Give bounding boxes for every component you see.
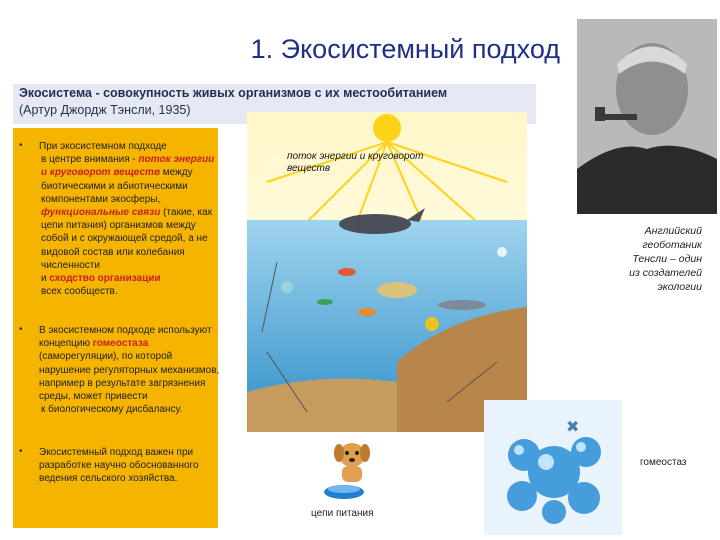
bullet-marker: • — [19, 140, 23, 151]
definition-author: (Артур Джордж Тэнсли, 1935) — [19, 103, 191, 117]
bullet-1-part-g: и — [41, 273, 50, 285]
homeostasis-label: гомеостаз — [640, 457, 687, 468]
homeostasis-image — [484, 400, 622, 535]
bullet-1-part-f: (такие, как цепи питания) организмов между собой и с окружающей средой, а не видовой состав или колебания численности — [41, 207, 213, 271]
sun-icon — [373, 114, 401, 142]
bullet-panel — [13, 128, 218, 528]
whale-icon — [339, 214, 411, 234]
definition-text: Экосистема - совокупность живых организмов с их местообитанием — [19, 86, 448, 100]
fish-icon — [377, 282, 417, 298]
bullet-item-2 — [39, 324, 221, 416]
bullet-2-part-a: В экосистемном подходе используют концепцию — [39, 325, 212, 350]
page-title: 1. Экосистемный подход — [250, 34, 560, 64]
portrait-caption: Английский геоботаник Тенсли – один из создателей экологии — [629, 225, 702, 293]
bullet-1-line-a: При экосистемном подходе — [39, 141, 167, 152]
bullet-1-highlight-similarity: сходство организации — [49, 273, 161, 285]
bullet-1-part-i: всех сообществ. — [41, 286, 118, 298]
bullet-2-part-d: к биологическому дисбалансу. — [41, 404, 183, 416]
bullet-1-part-d: между биотическими и абиотическими компонентами экосферы, — [41, 167, 193, 205]
dog-bowl-icon — [322, 437, 382, 503]
bullet-1-highlight-energy: поток энергии и круговорот веществ — [41, 154, 215, 179]
bullet-1-part-b: в центре внимания - — [41, 154, 139, 166]
bullet-2-highlight-homeostasis: гомеостаза — [92, 338, 149, 350]
bullet-1-highlight-links: функциональные связи — [41, 207, 161, 219]
svg-text:✖: ✖ — [566, 417, 580, 436]
bullet-2-part-c: (саморегуляции), по которой нарушение регуляторных механизмов, например в результате загрязнения среды, может привести — [39, 351, 220, 403]
bullet-item-1 — [39, 140, 221, 298]
bullet-marker: • — [19, 446, 23, 457]
food-chains-label: цепи питания — [311, 508, 374, 519]
ecosystem-label: поток энергии и круговорот веществ — [287, 151, 424, 174]
bullet-item-3: Экосистемный подход важен при разработке научно обоснованного ведения сельского хозяйства. — [39, 447, 199, 485]
bullet-marker: • — [19, 324, 23, 335]
tansley-portrait — [577, 19, 717, 214]
